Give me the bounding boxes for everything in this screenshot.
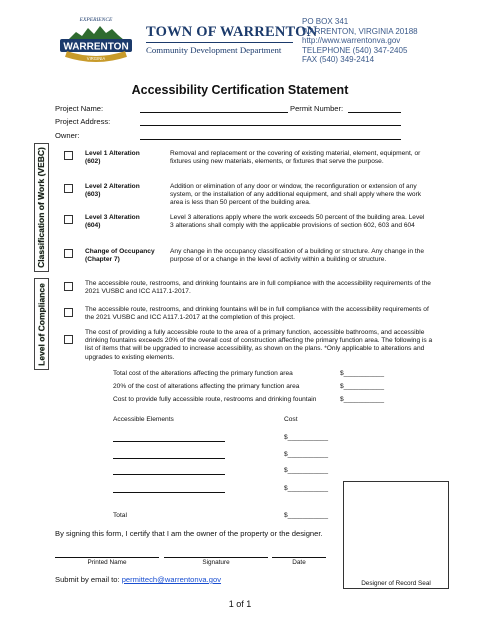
level-2-label xyxy=(85,183,140,199)
classification-side-label: Classification of Work (VEBC) xyxy=(36,147,46,268)
level-1-code: (602) xyxy=(85,158,101,166)
contact-city: WARRENTON, VIRGINIA 20188 xyxy=(302,26,418,36)
twenty-percent-label: 20% of the cost of alterations affecting the primary function area xyxy=(113,383,300,390)
level-1-title: Level 1 Alteration xyxy=(85,150,140,157)
future-compliance-text: The accessible route, restrooms, and drinking fountains will be in full compliance with the accessibility requirements of the 2021 VUSBC and ICC A117.1-2017 at the completion of this project. xyxy=(85,306,429,322)
future-compliance-checkbox[interactable] xyxy=(64,308,73,317)
page-number: 1 of 1 xyxy=(228,599,252,609)
signature-field[interactable] xyxy=(164,557,268,558)
printed-name-field[interactable] xyxy=(55,557,159,558)
change-of-occupancy-title: Change of Occupancy xyxy=(85,248,155,255)
accessible-route-cost-label: Cost to provide fully accessible route, restrooms and drinking fountain xyxy=(113,396,317,403)
elements-total-field[interactable]: $___________ xyxy=(284,512,329,519)
elements-total-label: Total xyxy=(113,512,127,519)
town-logo xyxy=(58,14,134,64)
accessible-route-cost-field[interactable]: $___________ xyxy=(340,396,385,403)
total-cost-label: Total cost of the alterations affecting the primary function area xyxy=(113,370,293,377)
compliance-side-label: Level of Compliance xyxy=(36,283,47,366)
contact-po-box: PO BOX 341 xyxy=(302,17,349,26)
element-field-4[interactable] xyxy=(113,492,225,493)
change-of-occupancy-checkbox[interactable] xyxy=(64,249,73,258)
level-2-title: Level 2 Alteration xyxy=(85,183,140,190)
project-name-label: Project Name: xyxy=(55,104,104,113)
signature-caption: Signature xyxy=(202,559,230,566)
element-cost-4[interactable]: $___________ xyxy=(284,485,329,492)
level-2-description: Addition or elimination of any door or window, the reconfiguration or extension of any system, or the installation of any additional equipment, and shall apply where the work area is less than 50 percent of the building area. xyxy=(170,183,422,207)
owner-label: Owner: xyxy=(55,131,80,140)
total-cost-field[interactable]: $___________ xyxy=(340,370,385,377)
element-field-1[interactable] xyxy=(113,441,225,442)
submit-email-link[interactable]: permittech@warrentonva.gov xyxy=(121,575,222,584)
level-3-description: Level 3 alterations apply where the work exceeds 50 percent of the building area. Level 3 alterations shall comply with the applicable provisions of section 602, 603 and 604 xyxy=(170,214,425,230)
project-name-field[interactable] xyxy=(140,112,288,113)
level-3-label xyxy=(85,214,140,230)
twenty-percent-field[interactable]: $___________ xyxy=(340,383,385,390)
level-1-description: Removal and replacement or the covering of existing material, element, equipment, or fixtures using new materials, elements, or fixtures that serve the purpose. xyxy=(170,150,421,166)
logo-bottom-text: VIRGINIA xyxy=(86,56,106,61)
element-cost-3[interactable]: $___________ xyxy=(284,467,329,474)
logo-name: WARRENTON xyxy=(63,41,129,53)
permit-number-label: Permit Number: xyxy=(290,104,344,113)
contact-telephone: TELEPHONE (540) 347-2405 xyxy=(302,45,408,55)
date-field[interactable] xyxy=(272,557,326,558)
designer-seal-label: Designer of Record Seal xyxy=(361,580,431,587)
certification-statement: By signing this form, I certify that I am the owner of the property or the designer. xyxy=(55,529,323,538)
submit-line xyxy=(55,575,221,584)
department-name: Community Development Department xyxy=(146,45,282,55)
logo-skyline-icon xyxy=(68,26,124,40)
change-of-occupancy-code: (Chapter 7) xyxy=(85,256,120,264)
date-caption: Date xyxy=(292,559,306,566)
contact-website[interactable]: http://www.warrentonva.gov xyxy=(302,36,401,45)
header-divider xyxy=(146,42,293,43)
town-title: TOWN OF WARRENTON xyxy=(146,24,318,40)
printed-name-caption: Printed Name xyxy=(87,559,127,566)
project-address-label: Project Address: xyxy=(55,117,111,126)
level-2-checkbox[interactable] xyxy=(64,184,73,193)
project-address-field[interactable] xyxy=(140,125,401,126)
element-cost-1[interactable]: $___________ xyxy=(284,434,329,441)
level-3-title: Level 3 Alteration xyxy=(85,214,140,221)
document-title: Accessibility Certification Statement xyxy=(131,83,349,97)
designer-seal-box xyxy=(343,481,449,589)
disproportionate-cost-checkbox[interactable] xyxy=(64,335,73,344)
permit-number-field[interactable] xyxy=(348,112,401,113)
full-compliance-checkbox[interactable] xyxy=(64,282,73,291)
element-cost-2[interactable]: $___________ xyxy=(284,451,329,458)
full-compliance-text: The accessible route, restrooms, and drinking fountains are in full compliance with the accessibility requirements of the 2021 VUSBC and ICC A117.1-2017. xyxy=(85,280,431,296)
level-1-checkbox[interactable] xyxy=(64,151,73,160)
contact-block xyxy=(302,17,418,65)
disproportionate-cost-text: The cost of providing a fully accessible route to the area of a primary function, accessible bathrooms, and accessible drinking fountains exceeds 20% of the overall cost of construction affecting the primary function area. The following is a list of items that will be upgraded to increase accessibility, as shown on the plans. *Only applicable to alterations and upgrades to existing elements. xyxy=(85,329,433,361)
change-of-occupancy-label xyxy=(85,248,155,264)
contact-fax: FAX (540) 349-2414 xyxy=(302,55,375,64)
level-3-checkbox[interactable] xyxy=(64,215,73,224)
logo-top-text: EXPERIENCE xyxy=(79,17,113,23)
change-of-occupancy-description: Any change in the occupancy classification of a building or structure. Any change in the purpose of or a change in the level of activity within a building or structure. xyxy=(170,248,425,264)
element-field-3[interactable] xyxy=(113,474,225,475)
element-field-2[interactable] xyxy=(113,458,225,459)
owner-field[interactable] xyxy=(140,139,401,140)
accessible-elements-header: Accessible Elements xyxy=(113,416,174,423)
submit-label: Submit by email to: xyxy=(55,575,120,584)
cost-header: Cost xyxy=(284,416,298,423)
level-1-label xyxy=(85,150,140,166)
level-2-code: (603) xyxy=(85,191,101,199)
level-3-code: (604) xyxy=(85,222,101,230)
